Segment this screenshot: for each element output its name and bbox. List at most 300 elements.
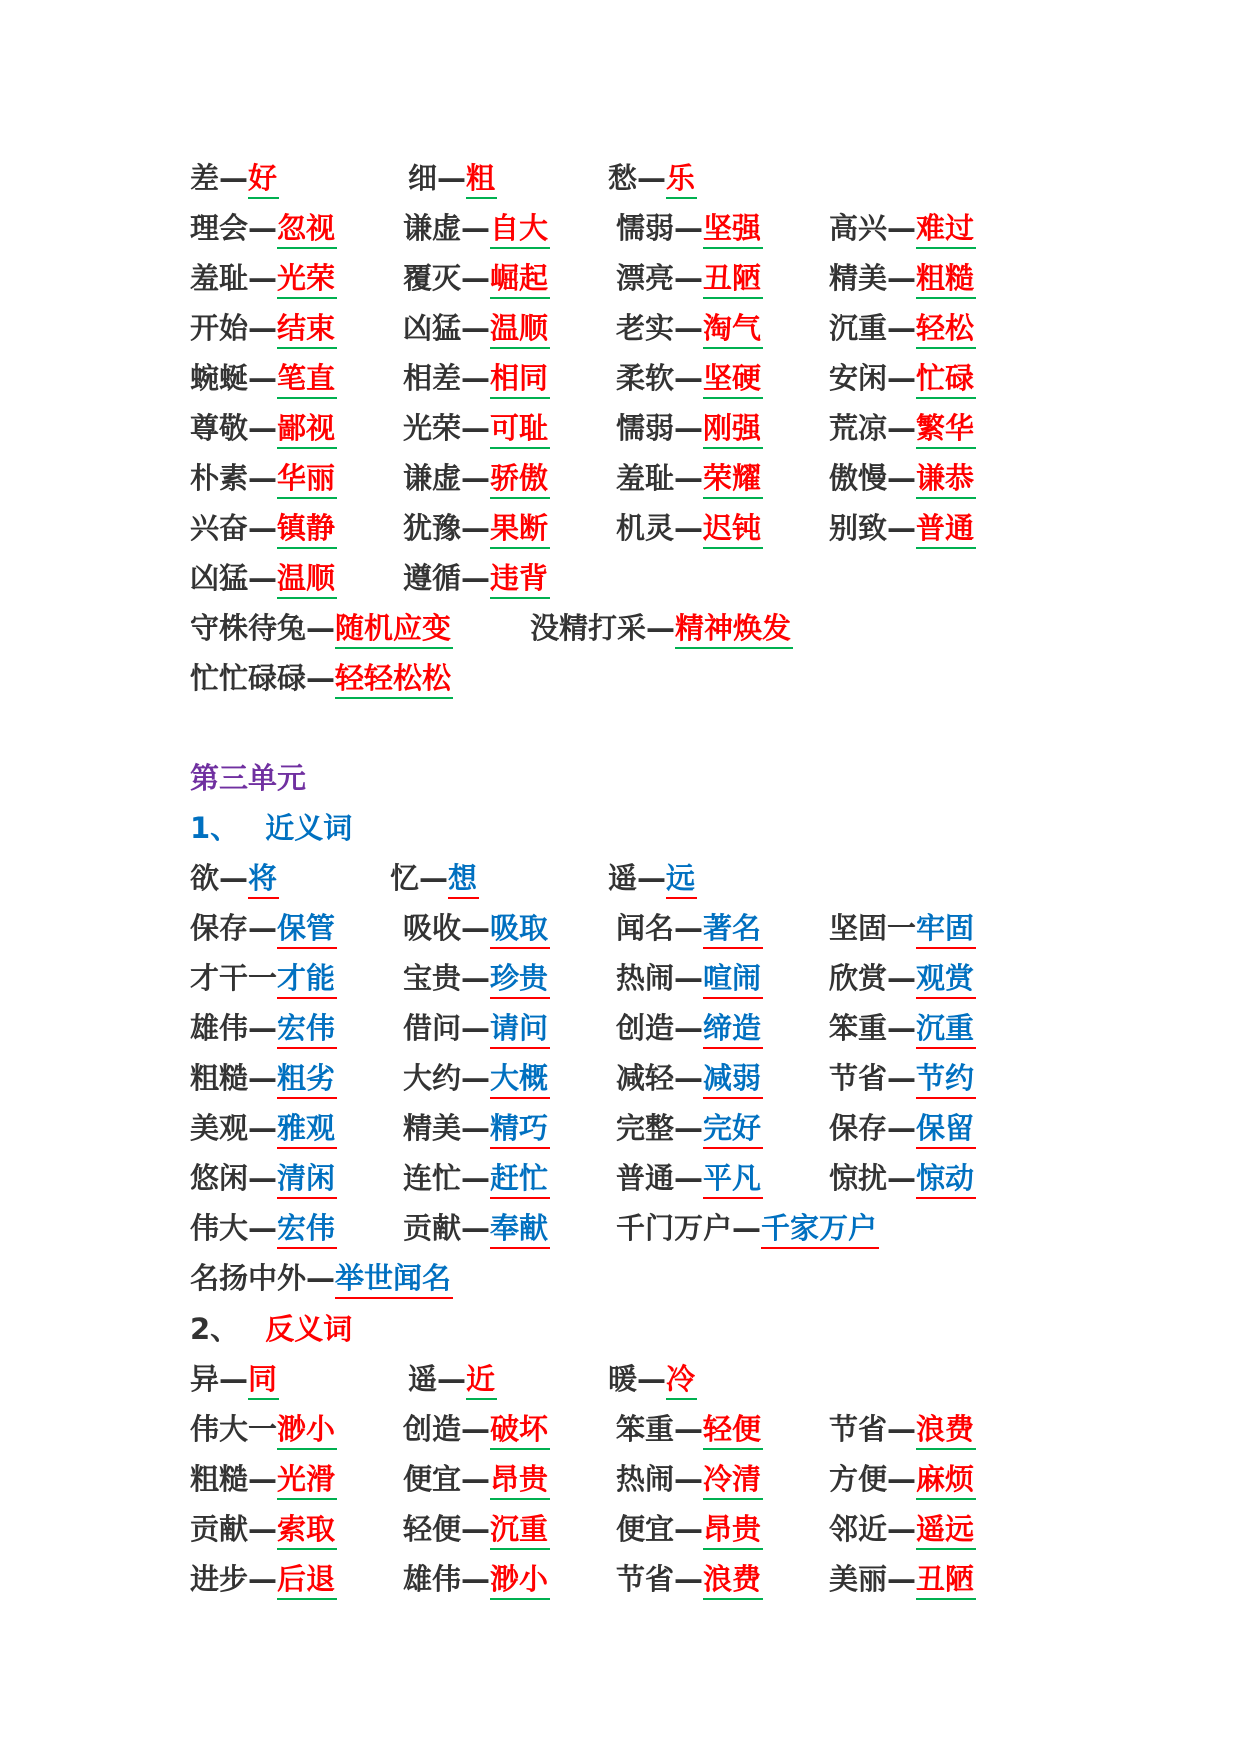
- word: 愁: [608, 161, 638, 195]
- word-pair: [616, 903, 763, 953]
- word-pair: [829, 1504, 976, 1554]
- word-pair: [616, 1153, 763, 1203]
- word-pair: [190, 253, 337, 303]
- word-row: [190, 853, 1190, 903]
- answer-word: 将: [248, 859, 279, 899]
- word-pair: [190, 1203, 337, 1253]
- word: 坚固: [829, 911, 888, 945]
- answer-word: 笔直: [277, 359, 337, 399]
- pair-dash: —: [887, 961, 917, 995]
- word-row: [190, 1103, 1190, 1153]
- word: 贡献: [190, 1512, 249, 1546]
- word-pair: [190, 903, 337, 953]
- pair-dash: —: [461, 911, 491, 945]
- word-pair: [616, 403, 763, 453]
- word-row: [190, 403, 1190, 453]
- word-pair: [616, 353, 763, 403]
- word-pair: [190, 503, 337, 553]
- word: 尊敬: [190, 411, 249, 445]
- pair-dash: 一: [887, 911, 917, 945]
- pair-dash: —: [461, 1011, 491, 1045]
- synonyms-heading-number: 1、: [190, 811, 240, 845]
- answer-word: 精神焕发: [675, 609, 793, 649]
- pair-dash: —: [248, 361, 278, 395]
- answer-word: 奉献: [490, 1209, 550, 1249]
- answer-word: 轻便: [703, 1410, 763, 1450]
- word: 伟大: [190, 1412, 249, 1446]
- word: 羞耻: [616, 461, 675, 495]
- word-pair: [829, 1454, 976, 1504]
- pair-dash: —: [248, 911, 278, 945]
- pair-dash: —: [887, 311, 917, 345]
- word: 减轻: [616, 1061, 675, 1095]
- word-pair: [190, 1153, 337, 1203]
- word: 方便: [829, 1462, 888, 1496]
- answer-word: 难过: [916, 209, 976, 249]
- word-row: [190, 353, 1190, 403]
- word: 高兴: [829, 211, 888, 245]
- word: 凶猛: [190, 561, 249, 595]
- answer-word: 普通: [916, 509, 976, 549]
- pair-dash: —: [887, 1111, 917, 1145]
- word-pair: [616, 1053, 763, 1103]
- pair-dash: —: [248, 511, 278, 545]
- answer-word: 牢固: [916, 909, 976, 949]
- word: 开始: [190, 311, 249, 345]
- answer-word: 轻轻松松: [335, 659, 453, 699]
- pair-dash: —: [674, 461, 704, 495]
- answer-word: 果断: [490, 509, 550, 549]
- word-row: [190, 503, 1190, 553]
- word-pair: [403, 503, 550, 553]
- antonyms-heading: [190, 1304, 1190, 1354]
- answer-word: 大概: [490, 1059, 550, 1099]
- word: 进步: [190, 1562, 249, 1596]
- word-pair: [829, 453, 976, 503]
- pair-dash: —: [461, 311, 491, 345]
- word-pair: [403, 453, 550, 503]
- answer-word: 渺小: [277, 1410, 337, 1450]
- word: 节省: [616, 1562, 675, 1596]
- answer-word: 温顺: [277, 559, 337, 599]
- answer-word: 沉重: [490, 1510, 550, 1550]
- word: 完整: [616, 1111, 675, 1145]
- word-pair: [390, 853, 479, 903]
- answer-word: 粗糙: [916, 259, 976, 299]
- answer-word: 相同: [490, 359, 550, 399]
- word-pair: [408, 153, 497, 203]
- answer-word: 想: [448, 859, 479, 899]
- answer-word: 随机应变: [335, 609, 453, 649]
- word-pair: [190, 1454, 337, 1504]
- answer-word: 麻烦: [916, 1460, 976, 1500]
- pair-dash: —: [219, 161, 249, 195]
- answer-word: 鄙视: [277, 409, 337, 449]
- answer-word: 宏伟: [277, 1009, 337, 1049]
- word-pair: [616, 1103, 763, 1153]
- answer-word: 索取: [277, 1510, 337, 1550]
- word-pair: [616, 303, 763, 353]
- answer-word: 清闲: [277, 1159, 337, 1199]
- answer-word: 远: [666, 859, 697, 899]
- word: 惊扰: [829, 1161, 888, 1195]
- word-pair: [403, 1504, 550, 1554]
- pair-dash: —: [461, 1512, 491, 1546]
- word: 借问: [403, 1011, 462, 1045]
- pair-dash: —: [674, 1462, 704, 1496]
- answer-word: 自大: [490, 209, 550, 249]
- answer-word: 破坏: [490, 1410, 550, 1450]
- pair-dash: —: [674, 211, 704, 245]
- word-row: [190, 153, 1190, 203]
- word: 创造: [403, 1412, 462, 1446]
- answer-word: 昂贵: [490, 1460, 550, 1500]
- word: 精美: [403, 1111, 462, 1145]
- word-pair: [403, 553, 550, 603]
- pair-dash: —: [887, 1161, 917, 1195]
- word-pair: [616, 253, 763, 303]
- word: 遥: [608, 861, 638, 895]
- answer-word: 丑陋: [703, 259, 763, 299]
- pair-dash: —: [461, 511, 491, 545]
- answer-word: 结束: [277, 309, 337, 349]
- word-pair: [829, 403, 976, 453]
- word: 别致: [829, 511, 888, 545]
- word: 忙忙碌碌: [190, 661, 307, 695]
- antonyms-heading-number: 2、: [190, 1312, 240, 1346]
- synonyms-heading-text: 近义词: [265, 811, 353, 845]
- word: 相差: [403, 361, 462, 395]
- answer-word: 宏伟: [277, 1209, 337, 1249]
- pair-dash: —: [306, 1261, 336, 1295]
- pair-dash: —: [674, 311, 704, 345]
- pair-dash: —: [461, 1412, 491, 1446]
- word-pair: [616, 1454, 763, 1504]
- word-row: [190, 303, 1190, 353]
- word-pair: [608, 1354, 697, 1404]
- answer-word: 光滑: [277, 1460, 337, 1500]
- pair-dash: 一: [248, 961, 278, 995]
- pair-dash: —: [437, 1362, 467, 1396]
- pair-dash: —: [248, 461, 278, 495]
- word-pair: [829, 1404, 976, 1454]
- word-pair: [403, 1003, 550, 1053]
- answer-word: 举世闻名: [335, 1259, 453, 1299]
- pair-dash: —: [248, 1011, 278, 1045]
- pair-dash: —: [887, 411, 917, 445]
- word: 理会: [190, 211, 249, 245]
- answer-word: 轻松: [916, 309, 976, 349]
- word: 守株待兔: [190, 611, 307, 645]
- word: 光荣: [403, 411, 462, 445]
- answer-word: 精巧: [490, 1109, 550, 1149]
- word-pair: [403, 353, 550, 403]
- word-pair: [616, 1404, 763, 1454]
- word-pair: [403, 253, 550, 303]
- word: 大约: [403, 1061, 462, 1095]
- pair-dash: —: [219, 1362, 249, 1396]
- word-row: [190, 903, 1190, 953]
- pair-dash: —: [674, 961, 704, 995]
- answer-word: 温顺: [490, 309, 550, 349]
- word: 暖: [608, 1362, 638, 1396]
- word-pair: [403, 203, 550, 253]
- pair-dash: —: [248, 1161, 278, 1195]
- pair-dash: —: [461, 461, 491, 495]
- pair-dash: —: [248, 1512, 278, 1546]
- word: 创造: [616, 1011, 675, 1045]
- word-row: [190, 1053, 1190, 1103]
- word-pair: [403, 303, 550, 353]
- answer-word: 迟钝: [703, 509, 763, 549]
- pair-dash: —: [219, 861, 249, 895]
- pair-dash: —: [461, 1111, 491, 1145]
- word: 懦弱: [616, 411, 675, 445]
- pair-dash: —: [248, 1211, 278, 1245]
- pair-dash: —: [674, 1512, 704, 1546]
- pair-dash: —: [674, 1011, 704, 1045]
- answer-word: 刚强: [703, 409, 763, 449]
- pair-dash: —: [248, 411, 278, 445]
- pair-dash: —: [887, 1011, 917, 1045]
- word: 悠闲: [190, 1161, 249, 1195]
- word-pair: [403, 903, 550, 953]
- word: 傲慢: [829, 461, 888, 495]
- word-row: [190, 1504, 1190, 1554]
- word-row: [190, 1404, 1190, 1454]
- answer-word: 减弱: [703, 1059, 763, 1099]
- word-row: [190, 1153, 1190, 1203]
- word-pair: [190, 1404, 337, 1454]
- word-row: [190, 1454, 1190, 1504]
- word-pair: [190, 403, 337, 453]
- word: 美观: [190, 1111, 249, 1145]
- word: 才干: [190, 961, 249, 995]
- word: 荒凉: [829, 411, 888, 445]
- word-row: [190, 1003, 1190, 1053]
- word-pair: [616, 953, 763, 1003]
- word-pair: [190, 603, 453, 653]
- word-row: [190, 1554, 1190, 1604]
- answer-word: 渺小: [490, 1560, 550, 1600]
- pair-dash: —: [461, 1211, 491, 1245]
- answer-word: 吸取: [490, 909, 550, 949]
- answer-word: 粗: [466, 159, 497, 199]
- pair-dash: —: [461, 1462, 491, 1496]
- word-pair: [616, 503, 763, 553]
- word: 蜿蜒: [190, 361, 249, 395]
- word-row: [190, 203, 1190, 253]
- pair-dash: 一: [248, 1412, 278, 1446]
- answer-word: 节约: [916, 1059, 976, 1099]
- word: 忆: [390, 861, 420, 895]
- word-pair: [403, 1454, 550, 1504]
- word: 遵循: [403, 561, 462, 595]
- pair-dash: —: [461, 411, 491, 445]
- word-pair: [829, 1103, 976, 1153]
- word-pair: [190, 1504, 337, 1554]
- word: 贡献: [403, 1211, 462, 1245]
- word-pair: [608, 153, 697, 203]
- word-row: [190, 953, 1190, 1003]
- pair-dash: —: [637, 161, 667, 195]
- unit-title: 第三单元: [190, 761, 307, 795]
- pair-dash: —: [437, 161, 467, 195]
- word: 闻名: [616, 911, 675, 945]
- word-pair: [190, 1354, 279, 1404]
- pair-dash: —: [248, 211, 278, 245]
- answer-word: 平凡: [703, 1159, 763, 1199]
- pair-dash: —: [306, 611, 336, 645]
- word: 雄伟: [190, 1011, 249, 1045]
- word: 柔软: [616, 361, 675, 395]
- answer-word: 可耻: [490, 409, 550, 449]
- word: 粗糙: [190, 1061, 249, 1095]
- word-pair: [190, 953, 337, 1003]
- word: 名扬中外: [190, 1261, 307, 1295]
- word-row: [190, 253, 1190, 303]
- word: 普通: [616, 1161, 675, 1195]
- pair-dash: —: [674, 1061, 704, 1095]
- pair-dash: —: [887, 261, 917, 295]
- pair-dash: —: [674, 911, 704, 945]
- answer-word: 光荣: [277, 259, 337, 299]
- pair-dash: —: [674, 1161, 704, 1195]
- pair-dash: —: [674, 361, 704, 395]
- answer-word: 昂贵: [703, 1510, 763, 1550]
- word-pair: [616, 1203, 879, 1253]
- answer-word: 雅观: [277, 1109, 337, 1149]
- pair-dash: —: [674, 511, 704, 545]
- answer-word: 忙碌: [916, 359, 976, 399]
- pair-dash: —: [887, 1562, 917, 1596]
- word-pair: [829, 1053, 976, 1103]
- word: 覆灭: [403, 261, 462, 295]
- word: 笨重: [616, 1412, 675, 1446]
- word-pair: [190, 1253, 453, 1303]
- word-pair: [190, 1103, 337, 1153]
- pair-dash: —: [248, 561, 278, 595]
- word: 精美: [829, 261, 888, 295]
- pair-dash: —: [887, 511, 917, 545]
- word-pair: [403, 1404, 550, 1454]
- pair-dash: —: [461, 211, 491, 245]
- answer-word: 著名: [703, 909, 763, 949]
- answer-word: 缔造: [703, 1009, 763, 1049]
- answer-word: 华丽: [277, 459, 337, 499]
- answer-word: 保留: [916, 1109, 976, 1149]
- word: 遥: [408, 1362, 438, 1396]
- word-pair: [403, 1203, 550, 1253]
- word-row: [190, 1354, 1190, 1404]
- pair-dash: —: [461, 361, 491, 395]
- word-pair: [829, 903, 976, 953]
- pair-dash: —: [461, 1061, 491, 1095]
- word-pair: [829, 1554, 976, 1604]
- answer-word: 赶忙: [490, 1159, 550, 1199]
- answer-word: 才能: [277, 959, 337, 999]
- answer-word: 同: [248, 1360, 279, 1400]
- answer-word: 近: [466, 1360, 497, 1400]
- pair-dash: —: [887, 461, 917, 495]
- word-pair: [190, 1053, 337, 1103]
- answer-word: 谦恭: [916, 459, 976, 499]
- word: 漂亮: [616, 261, 675, 295]
- word: 伟大: [190, 1211, 249, 1245]
- word-pair: [616, 1504, 763, 1554]
- word: 细: [408, 161, 438, 195]
- word: 雄伟: [403, 1562, 462, 1596]
- answer-word: 忽视: [277, 209, 337, 249]
- pair-dash: —: [461, 961, 491, 995]
- word: 美丽: [829, 1562, 888, 1596]
- synonyms-heading: [190, 803, 1190, 853]
- answer-word: 乐: [666, 159, 697, 199]
- answer-word: 请问: [490, 1009, 550, 1049]
- answer-word: 观赏: [916, 959, 976, 999]
- pair-dash: —: [887, 1462, 917, 1496]
- word: 老实: [616, 311, 675, 345]
- word: 千门万户: [616, 1211, 733, 1245]
- pair-dash: —: [674, 1111, 704, 1145]
- answer-word: 惊动: [916, 1159, 976, 1199]
- pair-dash: —: [646, 611, 676, 645]
- pair-dash: —: [674, 1412, 704, 1446]
- answer-word: 珍贵: [490, 959, 550, 999]
- word: 欲: [190, 861, 220, 895]
- word-pair: [190, 1003, 337, 1053]
- word-pair: [190, 453, 337, 503]
- word-row: [190, 1203, 1190, 1253]
- word: 没精打采: [530, 611, 647, 645]
- word: 兴奋: [190, 511, 249, 545]
- answer-word: 荣耀: [703, 459, 763, 499]
- word: 犹豫: [403, 511, 462, 545]
- word: 便宜: [403, 1462, 462, 1496]
- word: 热闹: [616, 961, 675, 995]
- answer-word: 粗劣: [277, 1059, 337, 1099]
- pair-dash: —: [674, 411, 704, 445]
- word-pair: [616, 453, 763, 503]
- word: 便宜: [616, 1512, 675, 1546]
- answer-word: 浪费: [916, 1410, 976, 1450]
- answer-word: 保管: [277, 909, 337, 949]
- answer-word: 完好: [703, 1109, 763, 1149]
- word: 邻近: [829, 1512, 888, 1546]
- pair-dash: —: [674, 1562, 704, 1596]
- pair-dash: —: [887, 1412, 917, 1446]
- pair-dash: —: [248, 1562, 278, 1596]
- word-pair: [403, 1153, 550, 1203]
- word: 懦弱: [616, 211, 675, 245]
- pair-dash: —: [306, 661, 336, 695]
- word: 连忙: [403, 1161, 462, 1195]
- word-pair: [190, 653, 453, 703]
- word: 粗糙: [190, 1462, 249, 1496]
- word-pair: [829, 1003, 976, 1053]
- word-row: [190, 653, 1190, 703]
- word: 机灵: [616, 511, 675, 545]
- word: 谦虚: [403, 211, 462, 245]
- answer-word: 丑陋: [916, 1560, 976, 1600]
- antonyms-heading-text: 反义词: [265, 1312, 353, 1346]
- word: 异: [190, 1362, 220, 1396]
- word-pair: [530, 603, 793, 653]
- word-pair: [190, 153, 279, 203]
- pair-dash: —: [248, 1111, 278, 1145]
- pair-dash: —: [674, 261, 704, 295]
- pair-dash: —: [248, 1462, 278, 1496]
